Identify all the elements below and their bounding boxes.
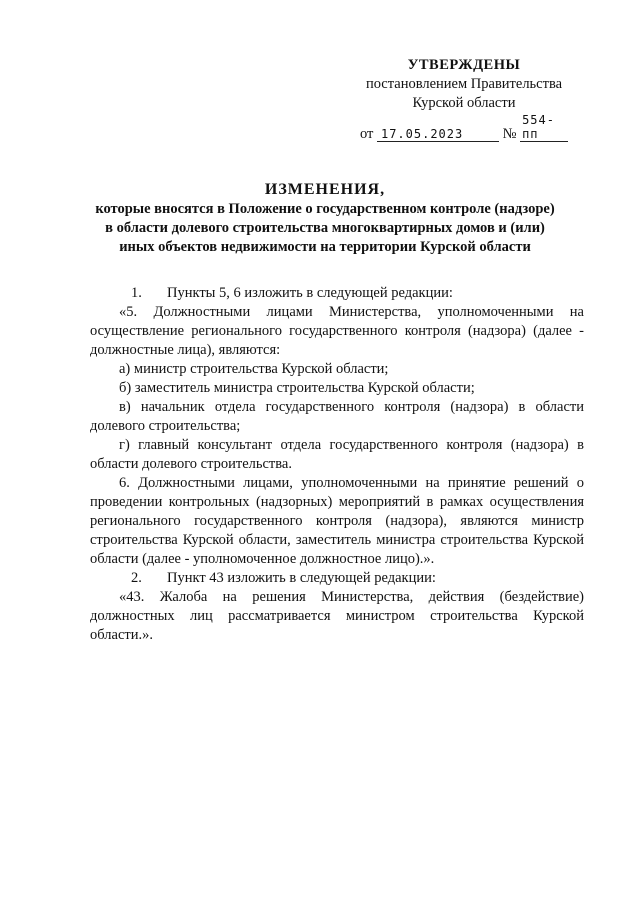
approval-date: 17.05.2023	[377, 127, 499, 142]
item-1-text: Пункты 5, 6 изложить в следующей редакции:	[167, 285, 453, 301]
approval-line-1: постановлением Правительства	[365, 76, 563, 92]
paragraph-5: «5. Должностными лицами Министерства, уполномоченными на осуществление регионального государственного контроля (надзора) (далее - должностные лица), являются:	[90, 304, 584, 358]
item-2-number: 2.	[131, 570, 142, 586]
item-1-number: 1.	[131, 285, 142, 301]
paragraph-5b: б) заместитель министра строительства Курской области;	[119, 380, 475, 396]
paragraph-5a: а) министр строительства Курской области;	[119, 361, 389, 377]
approval-line-2: Курской области	[412, 95, 516, 111]
item-2-text: Пункт 43 изложить в следующей редакции:	[167, 570, 436, 586]
item-1	[90, 284, 584, 303]
paragraph-5v: в) начальник отдела государственного контроля (надзора) в области долевого строительства;	[90, 399, 584, 434]
paragraph-43: «43. Жалоба на решения Министерства, действия (бездействие) должностных лиц рассматривается министром строительства Курской области.».	[90, 589, 584, 643]
approval-block	[344, 56, 584, 144]
paragraph-5g: г) главный консультант отдела государственного контроля (надзора) в области долевого строительства.	[90, 437, 584, 472]
paragraph-6: 6. Должностными лицами, уполномоченными на принятие решений о проведении контрольных (надзорных) мероприятий в рамках осуществления регионального государственного контроля (надзора), являются министр строительства Курской области, заместитель министра строительства Курской области (далее - уполномоченное должностное лицо).».	[90, 475, 584, 567]
date-prefix: от	[359, 126, 374, 142]
item-2	[90, 569, 584, 588]
document-body	[90, 284, 584, 645]
document-title	[80, 180, 570, 257]
approval-heading: УТВЕРЖДЕНЫ	[407, 57, 521, 73]
title-line-1: которые вносятся в Положение о государственном контроле (надзоре)	[95, 201, 555, 217]
approval-date-line	[344, 113, 584, 144]
title-main: ИЗМЕНЕНИЯ,	[264, 181, 386, 198]
approval-number: 554-пп	[520, 113, 568, 142]
number-prefix: №	[502, 126, 517, 142]
title-line-2: в области долевого строительства многоквартирных домов и (или)	[105, 220, 545, 236]
title-line-3: иных объектов недвижимости на территории Курской области	[119, 239, 531, 255]
